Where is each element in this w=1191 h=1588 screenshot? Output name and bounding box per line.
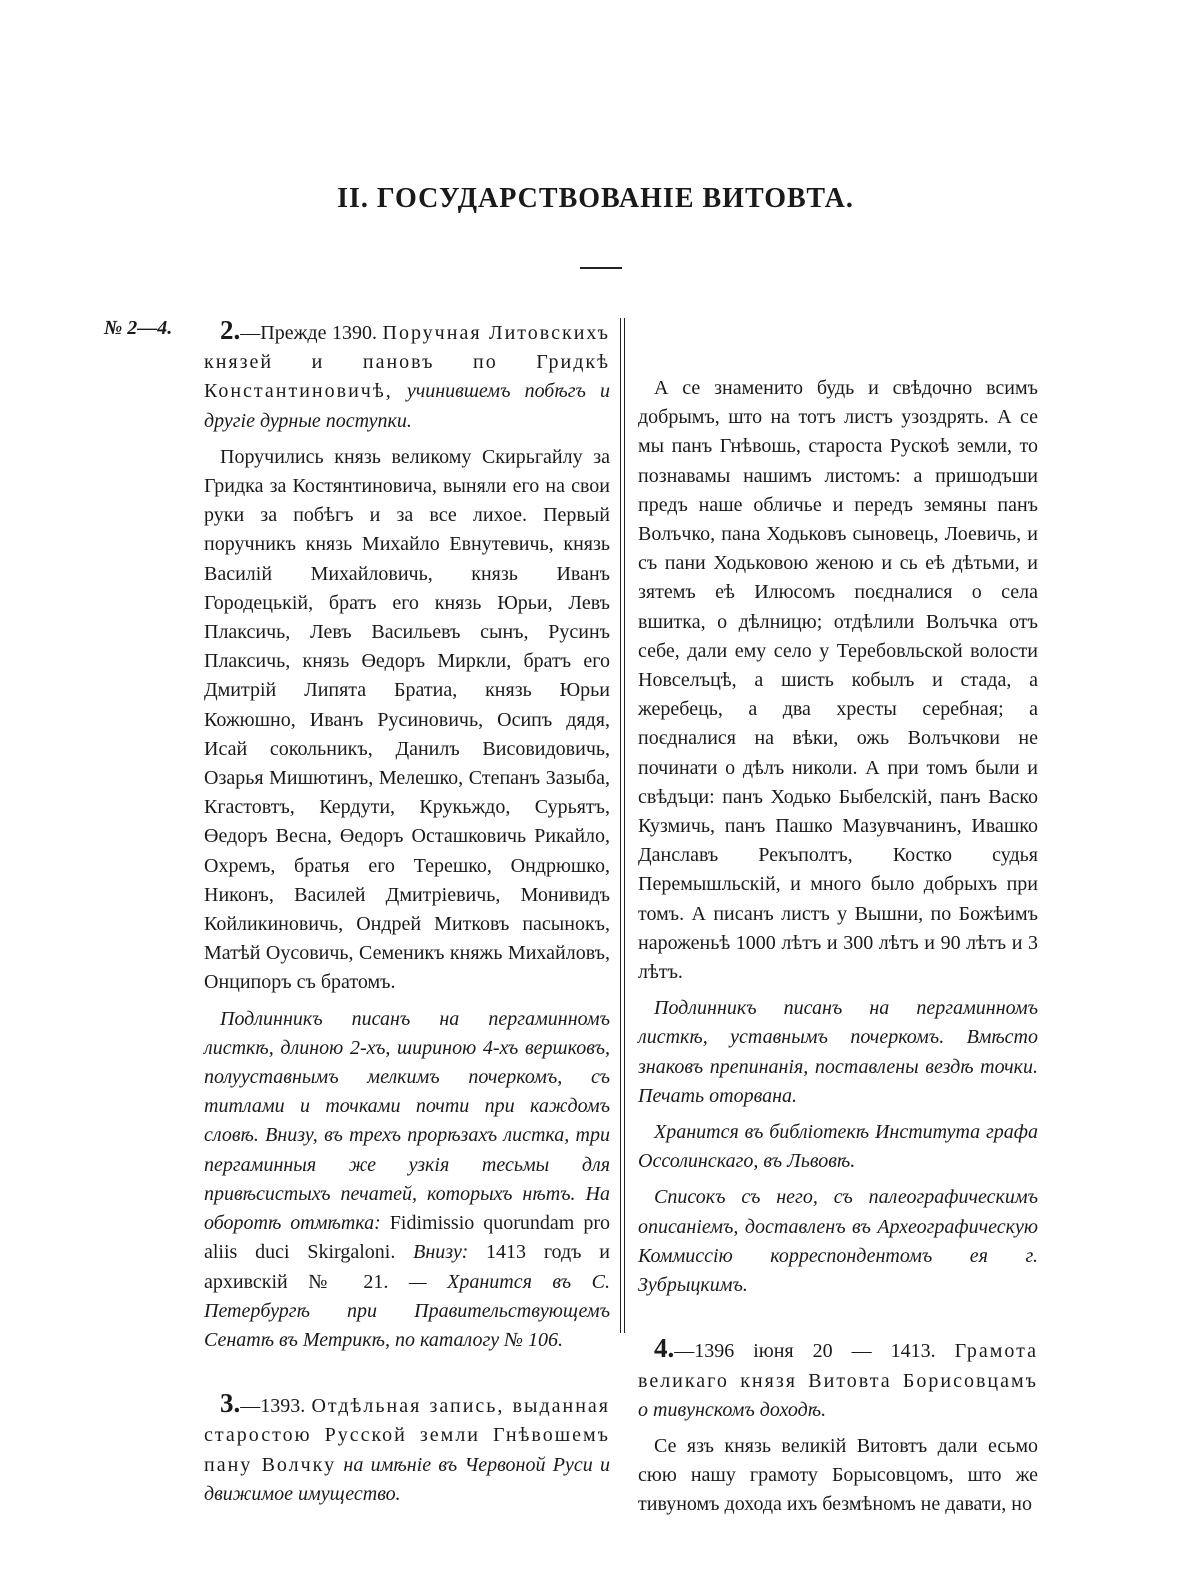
entry-3-subtitle: на имѣніе въ Червоной Руси и движимое имущество.: [204, 1453, 610, 1505]
entry-3-date: —1393.: [240, 1395, 306, 1418]
entry-2-note-latin: Fidimissio quorundam pro aliis duci Skirgaloni.: [204, 1212, 610, 1264]
entry-2-title: Поручная Литовскихъ князей и пановъ по Гридкѣ Константиновичѣ,: [204, 322, 610, 403]
entry-gap: [638, 1300, 1038, 1334]
margin-document-range: № 2—4.: [104, 317, 173, 339]
entry-2-date: —Прежде 1390.: [240, 322, 377, 344]
entry-4-body: Се язъ князь великій Витовтъ дали есьмо сюю нашу грамоту Борысовцомъ, што же тивуномъ дохода ихъ безмѣномъ не давати, но: [638, 1434, 1038, 1516]
entry-2-note-archive: 1413 годъ и архивскій № 21.: [204, 1241, 611, 1293]
entry-2-note-text: Подлинникъ писанъ на пергаминномъ листкѣ, длиною 2-хъ, шириною 4-хъ вершковъ, полууставнымъ мелкимъ почеркомъ, съ титлами и точками почти при каждомъ словѣ. Внизу, въ трехъ прорѣзахъ листка, три пергаминныя же узкія тесьмы для привѣсистыхъ печатей, которыхъ нѣтъ. На оборотѣ отмѣтка:: [204, 1007, 610, 1235]
entry-gap: [204, 1355, 610, 1389]
entry-4-heading: [638, 1334, 1038, 1425]
entry-4-title: Грамота великаго князя Витовта Борисовцамъ: [638, 1340, 1038, 1392]
entry-3-note-1: Подлинникъ писанъ на пергаминномъ листкѣ, уставнымъ почеркомъ. Вмѣсто знаковъ препинанія, поставлены вездѣ точки. Печать оторвана.: [638, 997, 1038, 1107]
entry-2-note-location: — Хранится въ С. Петербургѣ при Правительствующемъ Сенатѣ въ Метрикѣ, по каталогу № 106.: [204, 1270, 611, 1351]
right-column: [638, 316, 1038, 1520]
entry-3-body: А се знаменито будь и свѣдочно всимъ добрымъ, што на тотъ листъ узоздрять. А се мы панъ Гнѣвошь, староста Рускоѣ земли, то познавамы нашимъ листомъ: а пришодъши предъ наше обличье и передъ земяны панъ Волъчко, пана Ходьковъ сыновець, Лоевичь, и съ пани Ходьковою женою и сь еѣ дѣтьми, и зятемъ еѣ Илюсомъ поєдналися о села вшитка, о дѣлницю; отдѣлили Волъчка отъ себе, дали ему село у Теребовльской волости Новселъцѣ, а шисть кобылъ и стада, а жеребець, а два хресты серебная; а поєдналися на вѣки, ожь Волъчкови не починати о дѣлъ николи. А при томъ были и свѣдъци: панъ Ходько Быбелскій, панъ Васко Кузмичь, панъ Пашко Мазувчанинъ, Ивашко Данславъ Рекъполтъ, Костко судья Перемышльскій, и много было добрыхъ при томъ. А писанъ листъ у Вышни, по Божѣимъ нароженьѣ 1000 лѣтъ и 300 лѣтъ и 90 лѣтъ и 3 лѣтъ.: [638, 377, 1038, 984]
column-divider: [620, 318, 625, 1333]
entry-4-date: —1396 іюня 20 — 1413.: [674, 1340, 936, 1363]
entry-3-title: Отдѣльная запись, выданная старостою Русской земли Гнѣвошемъ пану Волчку: [204, 1395, 611, 1476]
entry-2-body: Поручились князь великому Скирьгайлу за Гридка за Костянтиновича, выняли его на свои руки за побѣгъ и за все лихое. Первый поручникъ князь Михайло Евнутевичь, князь Василій Михайловичь, князь Иванъ Городецькій, братъ его князь Юрьи, Левъ Плаксичь, Левъ Васильевъ сынъ, Русинъ Плаксичь, князь Өедоръ Миркли, братъ его Дмитрій Липята Братиа, князь Юрьи Кожюшно, Иванъ Русиновичь, Осипъ дядя, Исай сокольникъ, Данилъ Висовидовичь, Озарья Мишютинъ, Мелешко, Степанъ Зазыба, Кгастовтъ, Кердути, Крукьждо, Сурьятъ, Өедоръ Весна, Өедоръ Осташковичь Рикайло, Охремъ, братья его Терешко, Ондрюшко, Никонъ, Василей Дмитріевичь, Монивидъ Койликиновичь, Ондрей Митковъ пасынокъ, Матѣй Оусовичь, Семеникъ княжь Михайловъ, Онципоръ съ братомъ.: [204, 445, 610, 994]
entry-2-heading: [204, 316, 610, 436]
entry-2-subtitle: учинившемъ побѣгъ и другіе дурные поступки.: [204, 380, 610, 432]
entry-3-note-3: Списокъ съ него, съ палеографическимъ описаніемъ, доставленъ въ Археографическую Коммиссію корреспондентомъ ея г. Зубрыцкимъ.: [638, 1186, 1038, 1297]
entry-3-number: 3.: [220, 1388, 241, 1419]
entry-4-subtitle: о тивунскомъ доходѣ.: [638, 1398, 827, 1421]
entry-2-number: 2.: [220, 315, 241, 345]
entry-4-number: 4.: [654, 1333, 675, 1364]
entry-2-note: [204, 1005, 610, 1355]
page-title: II. ГОСУДАРСТВОВАНІЕ ВИТОВТА.: [337, 183, 854, 214]
entry-3-note-2: Хранится въ библіотекѣ Института графа Оссолинскаго, въ Львовѣ.: [638, 1121, 1038, 1173]
entry-3-heading: [204, 1389, 610, 1509]
entry-2-note-label: Внизу:: [413, 1241, 469, 1264]
left-column: [204, 316, 610, 1509]
title-rule: [580, 267, 622, 269]
